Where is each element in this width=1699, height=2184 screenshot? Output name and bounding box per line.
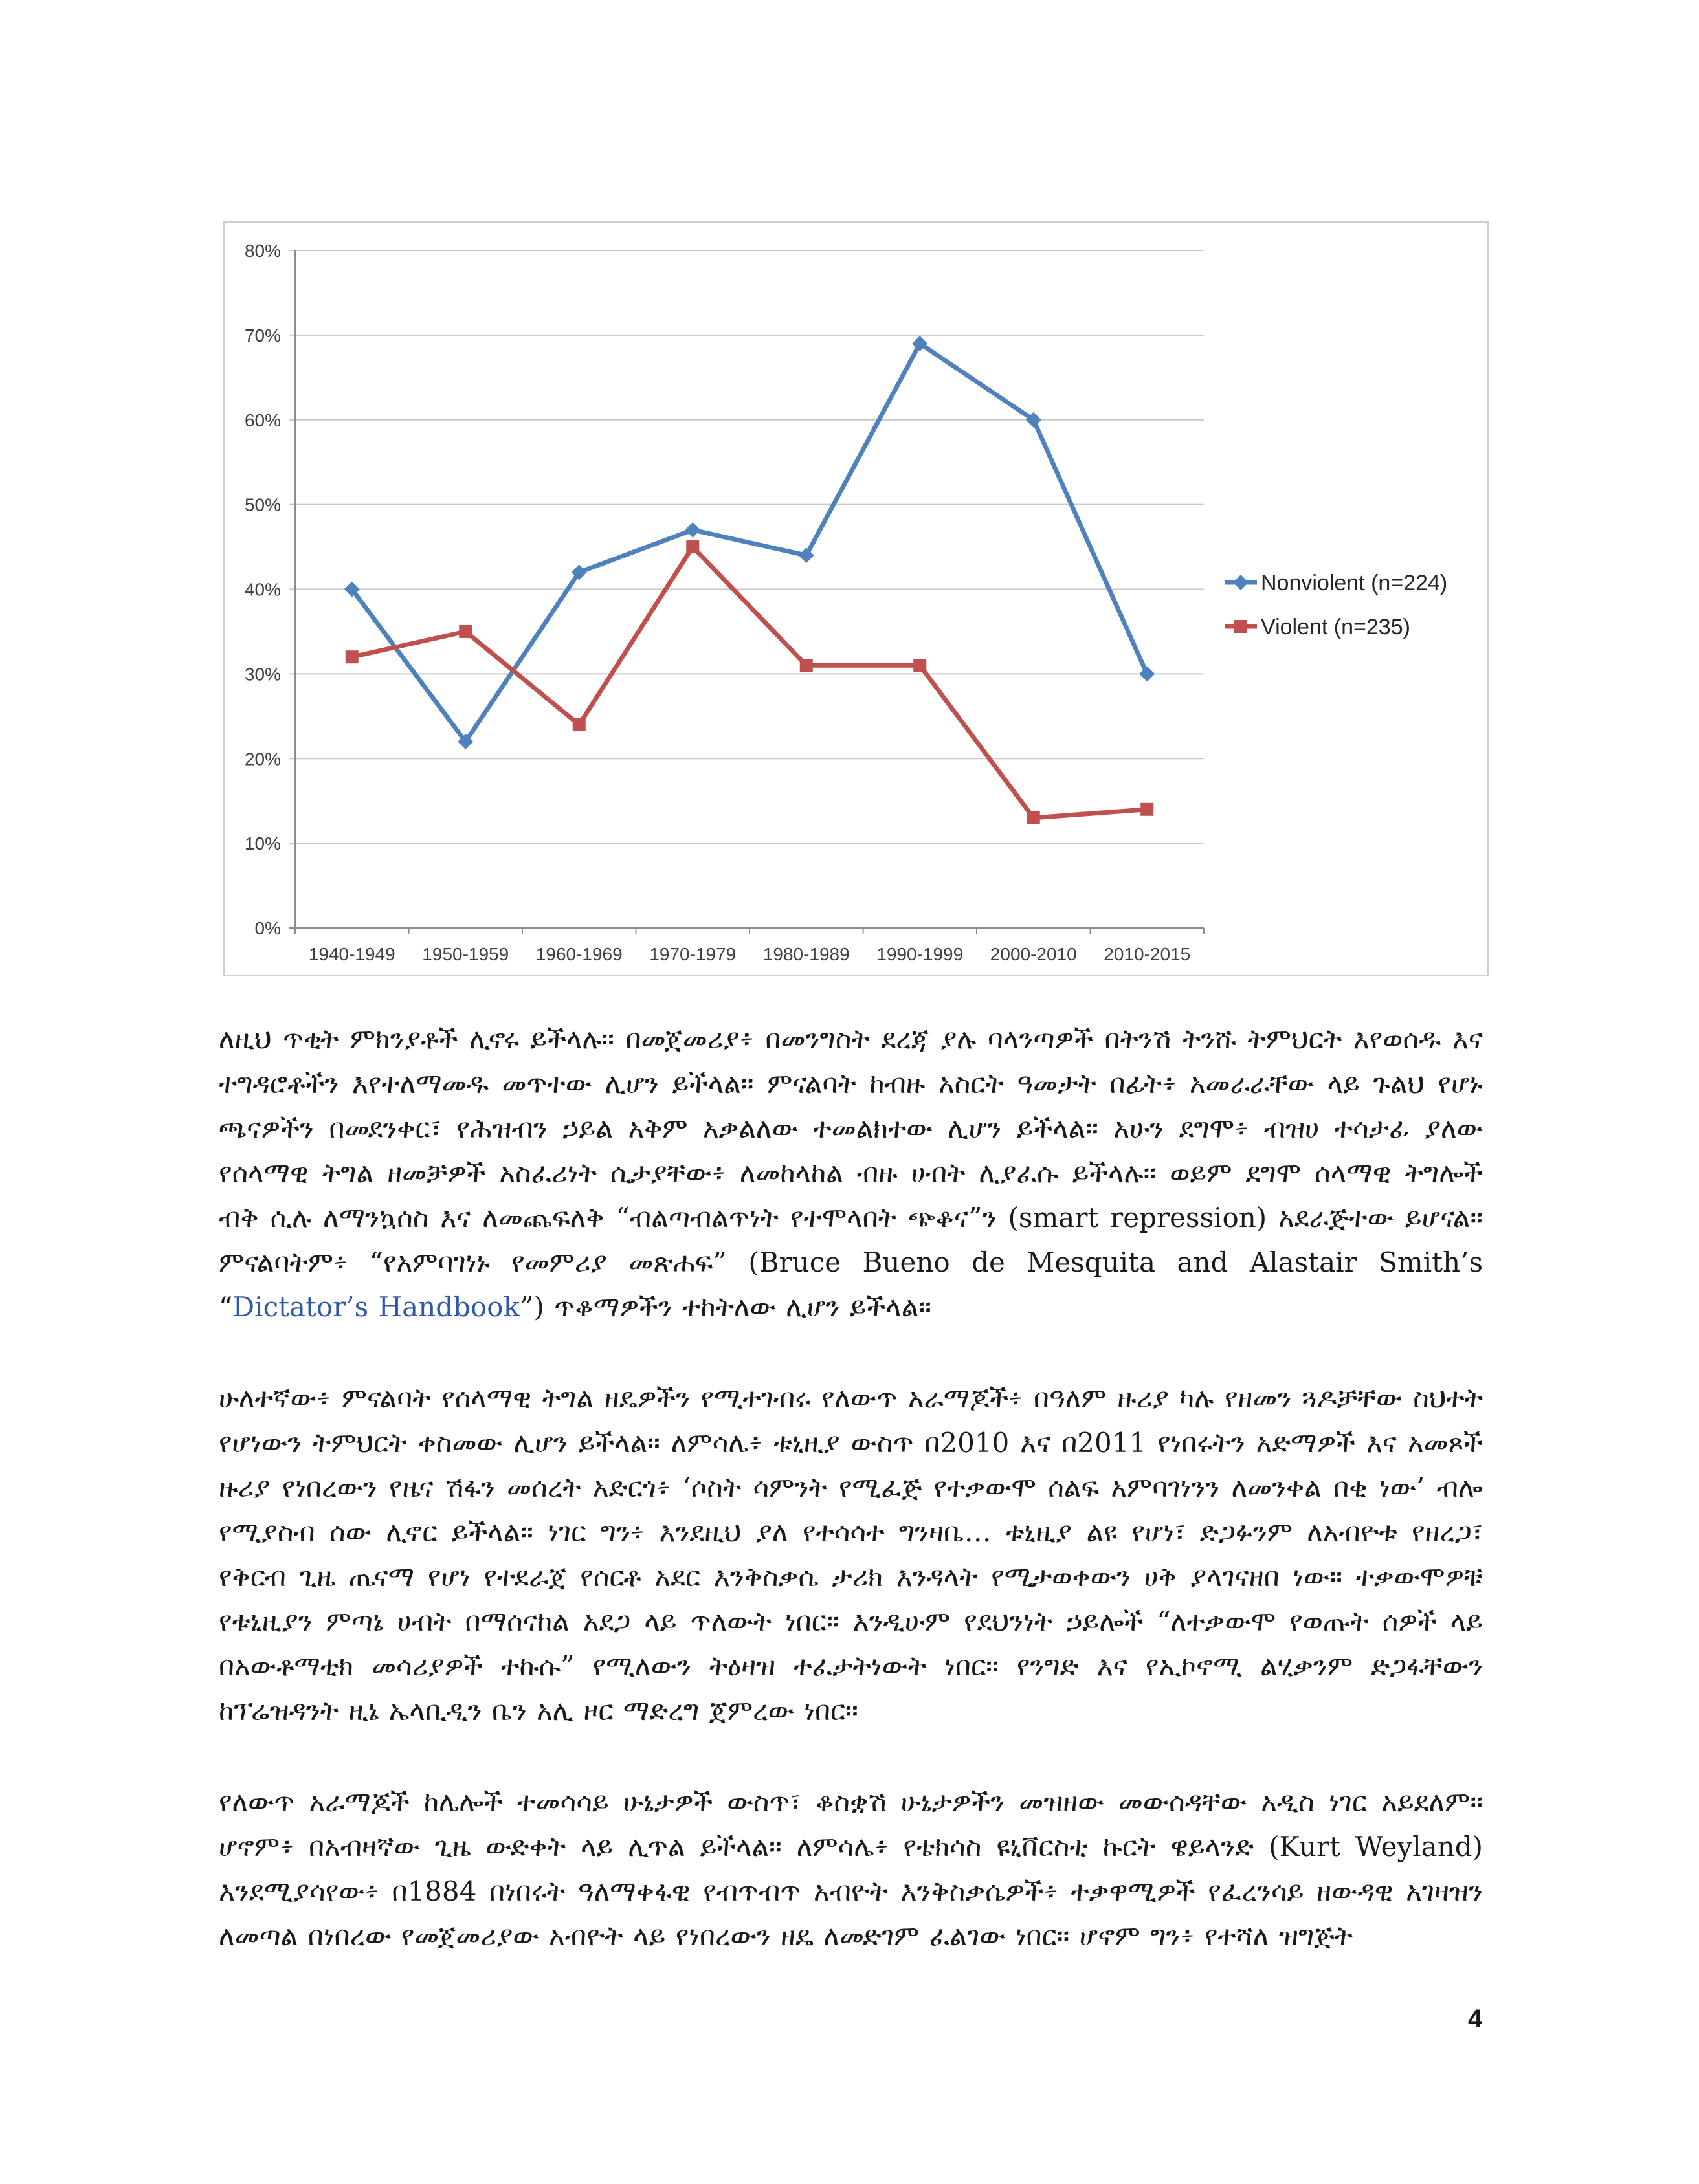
paragraph-2: ሁለተኛው፥ ምናልባት የሰላማዊ ትግል ዘዴዎችን የሚተገብሩ የለውጥ አራማጆች፥ በዓለም ዙሪያ ካሉ የዘመን ጓዶቻቸው ስህተት የሆነውን ትምህርት ቀስመው ሊሆን ይችላል። ለምሳሌ፥ ቱኒዚያ ውስጥ በ2010 እና በ2011 የነበሩትን አድማዎች እና አመጾች ዙሪያ የነበረውን የዜና ሽፋን መሰረት አድርጎ፥ ‘ሶስት ሳምንት የሚፈጅ የተቃውሞ ሰልፍ አምባገነንን ለመንቀል በቂ ነው’ ብሎ የሚያስብ ሰው ሊኖር ይችላል። ነገር ግን፥ እንደዚህ ያለ የተሳሳተ ግንዛቤ… ቱኒዚያ ልዩ የሆነ፣ ድጋፉንም ለአብዮቱ የዘረጋ፣ የቅርብ ጊዜ ጤናማ የሆነ የተደራጀ የሰርቶ አደር እንቅስቃሴ ታሪክ እንዳላት የሚታወቀውን ሀቅ ያላገናዘበ ነው። ተቃውሞዎቹ የቱኒዚያን ምጣኔ ሀብት በማሰናከል አደጋ ላይ ጥለውት ነበር። እንዲሁም የደህንነት ኃይሎች “ለተቃውሞ የወጡት ሰዎች ላይ በአውቶማቲክ መሳሪያዎች ተኩሱ” የሚለውን ትዕዛዝ ተፈታትነውት ነበር። የንግድ እና የኢኮኖሚ ልሂቃንም ድጋፋቸውን ከፕሬዝዳንት ዚኔ ኤላቢዲን ቤን አሊ ዞር ማድረግ ጀምረው ነበር። <box>219 1382 1483 1726</box>
paragraph-3: የለውጥ አራማጆች ከሌሎች ተመሳሳይ ሁኔታዎች ውስጥ፣ ቆስቋሽ ሁኔታዎችን መዝዘው መውሰዳቸው አዲስ ነገር አይደለም። ሆኖም፥ በአብዛኛው ጊዜ ውድቀት ላይ ሊጥል ይችላል። ለምሳሌ፥ የቴክሳስ ዩኒቨርስቲ ኩርት ዌይላንድ (Kurt Weyland) እንደሚያሳየው፥ በ1884 በነበሩት ዓለማቀፋዊ የብጥብጥ አብዮት እንቅስቃሴዎች፥ ተቃዋሚዎች የፈረንሳይ ዘውዳዊ አገዛዝን ለመጣል በነበረው የመጀመሪያው አብዮት ላይ የነበረውን ዘዴ ለመድገም ፈልገው ነበር። ሆኖም ግን፥ የተሻለ ዝግጅት <box>219 1786 1483 1952</box>
y-tick-label: 30% <box>244 664 281 685</box>
legend-label: Nonviolent (n=224) <box>1261 571 1448 595</box>
x-tick-label: 1950-1959 <box>422 944 509 964</box>
paragraph-1-text-start: ለዚህ ጥቂት ምክንያቶች ሊኖሩ ይችላሉ። በመጀመሪያ፥ በመንግስት ደረጃ ያሉ ባላንጣዎች በትንሽ ትንሹ ትምህርት እየወሰዱ እና ተግዳሮቶችን እየተለማመዱ መጥተው ሊሆን ይችላል። ምናልባት ከብዙ አስርት ዓመታት በፊት፥ አመራራቸው ላይ ጉልህ የሆኑ ጫናዎችን በመደንቀር፣ የሕዝብን ኃይል አቅም አቃልለው ተመልክተው ሊሆን ይችላል። አሁን ደግሞ፥ ብዝሀ ተሳታፊ ያለው የሰላማዊ ትግል ዘመቻዎች አስፈሪነት ሲታያቸው፥ ለመከላከል ብዙ ሀብት ሊያፈሱ ይችላሉ። ወይም ደግሞ ሰላማዊ ትግሎች ብቅ ሲሉ ለማንኳሰስ እና ለመጨፍለቅ “ብልጣብልጥነት የተሞላበት ጭቆና”ን (smart repression) አደራጅተው ይሆናል። ምናልባትም፥ “የአምባገነኑ የመምሪያ መጽሐፍ” (Bruce Bueno de Mesquita and Alastair Smith’s “ <box>219 1023 1483 1323</box>
y-tick-label: 0% <box>254 918 281 938</box>
paragraph-1 <box>219 1017 1483 1329</box>
line-chart <box>223 221 1489 976</box>
data-point <box>1027 811 1040 824</box>
data-point <box>1139 666 1155 681</box>
y-tick-label: 10% <box>244 833 281 854</box>
chart-svg <box>225 223 1487 975</box>
y-tick-label: 70% <box>244 325 281 346</box>
chart-gridlines <box>289 250 1204 934</box>
data-point <box>346 650 359 663</box>
legend-marker <box>1234 620 1247 633</box>
data-point <box>573 718 586 731</box>
x-tick-label: 2000-2010 <box>990 944 1077 964</box>
x-tick-label: 1940-1949 <box>308 944 395 964</box>
series-line <box>352 547 1148 818</box>
x-tick-label: 1980-1989 <box>762 944 850 964</box>
legend-marker <box>1233 575 1249 590</box>
data-point <box>459 625 472 638</box>
data-point <box>685 522 700 538</box>
x-tick-label: 2010-2015 <box>1104 944 1191 964</box>
page-number: 4 <box>1468 2005 1483 2033</box>
y-tick-label: 60% <box>244 410 281 430</box>
paragraph-1-text-end: ”) ጥቆማዎችን ተከትለው ሊሆን ይችላል። <box>520 1291 931 1323</box>
y-tick-label: 20% <box>244 749 281 769</box>
dictators-handbook-link[interactable]: Dictator’s Handbook <box>232 1291 520 1323</box>
chart-series <box>344 336 1155 824</box>
data-point <box>913 659 926 672</box>
x-tick-label: 1970-1979 <box>649 944 737 964</box>
y-tick-label: 40% <box>244 579 281 600</box>
series-line <box>352 344 1148 742</box>
data-point <box>1140 803 1153 816</box>
legend-label: Violent (n=235) <box>1261 615 1410 639</box>
x-tick-label: 1960-1969 <box>535 944 623 964</box>
data-point <box>800 659 813 672</box>
y-tick-label: 80% <box>244 241 281 261</box>
x-tick-label: 1990-1999 <box>876 944 964 964</box>
chart-tick-labels <box>245 241 1190 964</box>
chart-legend <box>1225 571 1447 639</box>
y-tick-label: 50% <box>244 494 281 515</box>
data-point <box>686 540 699 553</box>
